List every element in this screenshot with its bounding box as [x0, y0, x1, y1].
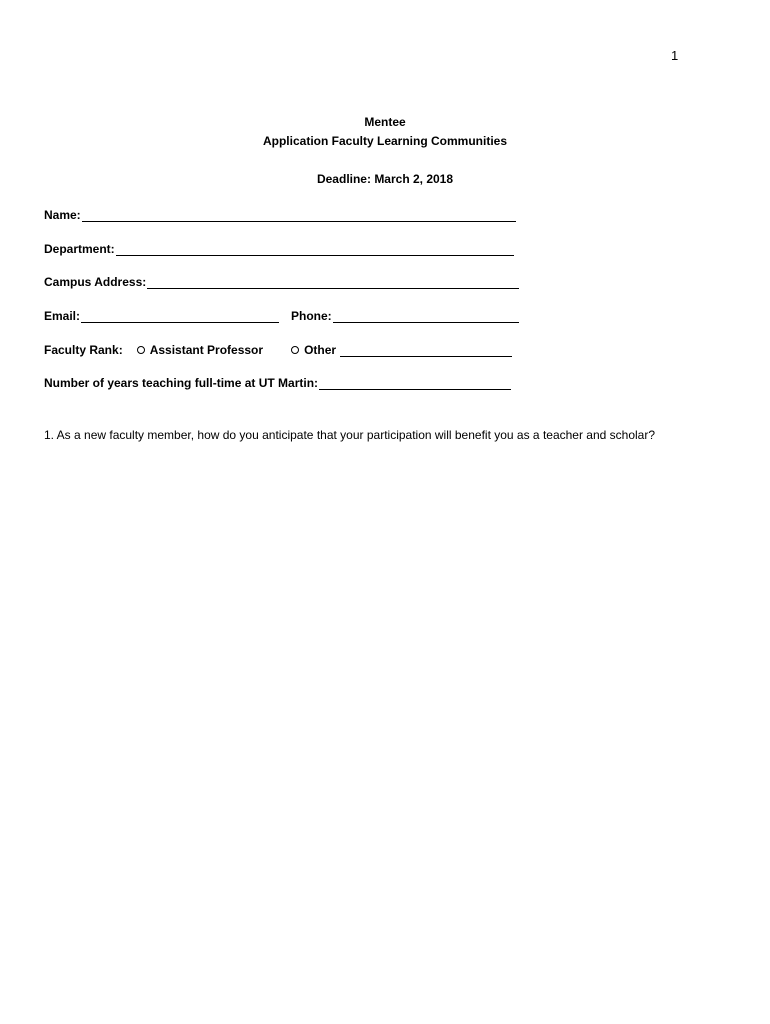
- deadline: Deadline: March 2, 2018: [316, 172, 454, 186]
- years-field[interactable]: [319, 378, 511, 390]
- question-1: 1. As a new faculty member, how do you anticipate that your participation will benefit you as a teacher and scholar?: [44, 428, 656, 442]
- phone-field[interactable]: [333, 311, 519, 323]
- email-phone-row: [44, 309, 519, 323]
- faculty-rank-row: [44, 343, 512, 357]
- rank-option-label: Assistant Professor: [149, 343, 264, 357]
- name-field[interactable]: [82, 210, 516, 222]
- rank-option-other[interactable]: [291, 343, 336, 357]
- form-subtitle: Application Faculty Learning Communities: [262, 134, 508, 148]
- campus-address-row: [44, 275, 519, 289]
- campus-address-label: Campus Address:: [44, 275, 147, 289]
- department-label: Department:: [44, 242, 115, 256]
- page-number: 1: [671, 48, 679, 63]
- name-label: Name:: [44, 208, 81, 222]
- email-field[interactable]: [81, 311, 279, 323]
- faculty-rank-label: Faculty Rank:: [44, 343, 123, 357]
- radio-circle-icon: [291, 346, 299, 354]
- name-row: [44, 208, 516, 222]
- phone-label: Phone:: [291, 309, 332, 323]
- department-row: [44, 242, 514, 256]
- radio-circle-icon: [137, 346, 145, 354]
- form-title: Mentee: [364, 115, 406, 129]
- email-label: Email:: [44, 309, 81, 323]
- years-label: Number of years teaching full-time at UT Martin:: [44, 376, 319, 390]
- rank-option-assistant-professor[interactable]: [137, 343, 263, 357]
- campus-address-field[interactable]: [147, 277, 519, 289]
- years-row: [44, 376, 511, 390]
- rank-option-label: Other: [304, 343, 337, 357]
- department-field[interactable]: [116, 244, 514, 256]
- other-rank-field[interactable]: [340, 345, 512, 357]
